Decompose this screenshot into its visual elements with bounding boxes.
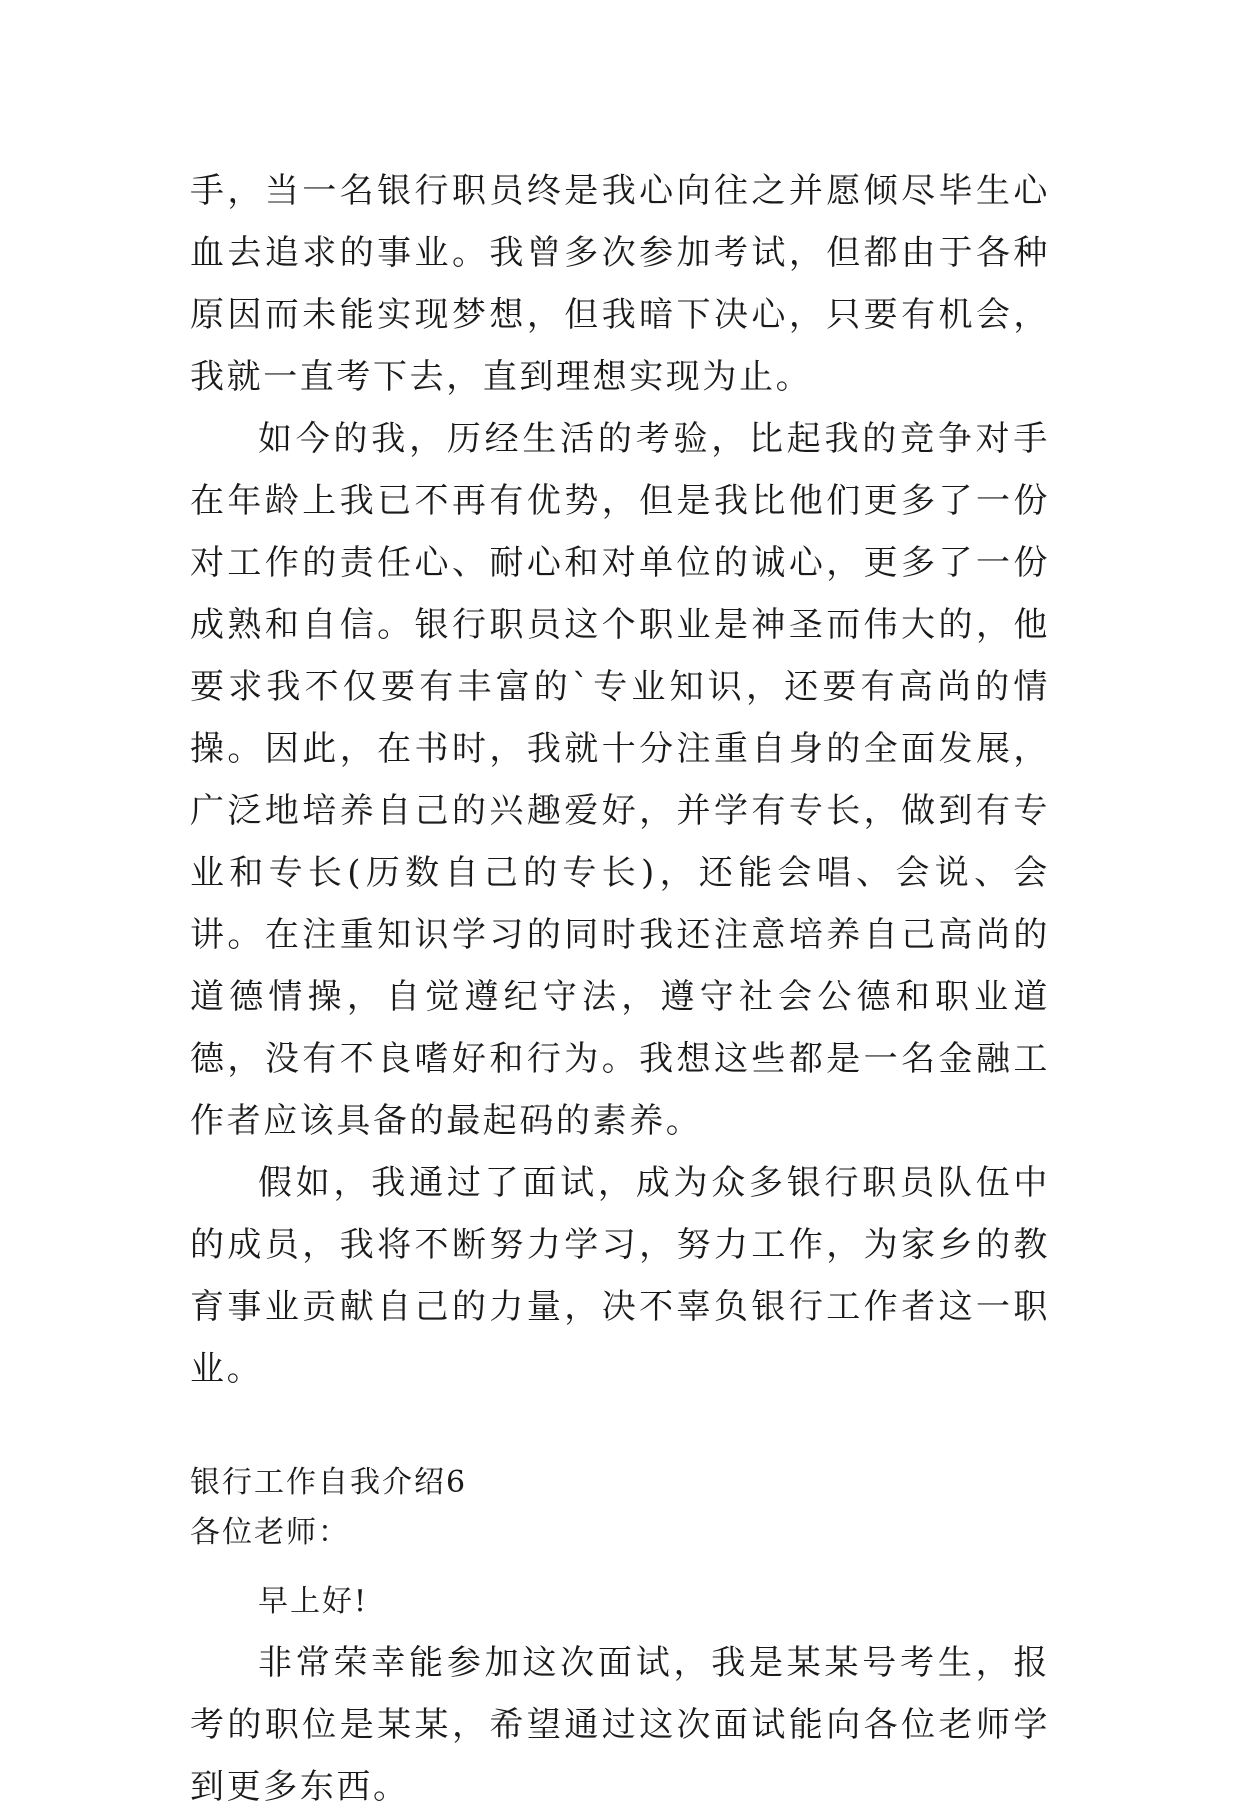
- paragraph-continuation: 手，当一名银行职员终是我心向往之并愿倾尽毕生心血去追求的事业。我曾多次参加考试，但都由于各种原因而未能实现梦想，但我暗下决心，只要有机会，我就一直考下去，直到理想实现为止。: [190, 171, 1050, 397]
- section-title: 银行工作自我介绍6: [190, 1465, 468, 1500]
- paragraph-experience: 如今的我，历经生活的考验，比起我的竞争对手在年龄上我已不再有优势，但是我比他们更多了一份对工作的责任心、耐心和对单位的诚心，更多了一份成熟和自信。银行职员这个职业是神圣而伟大的，他要求我不仅要有丰富的`专业知识，还要有高尚的情操。因此，在书时，我就十分注重自身的全面发展，广泛地培养自己的兴趣爱好，并学有专长，做到有专业和专长(历数自己的专长)，还能会唱、会说、会讲。在注重知识学习的同时我还注意培养自己高尚的道德情操，自觉遵纪守法，遵守社会公德和职业道德，没有不良嗜好和行为。我想这些都是一名金融工作者应该具备的最起码的素养。: [190, 419, 1050, 1141]
- document-page: [190, 160, 1050, 1818]
- section-spacer: [190, 1400, 1050, 1458]
- salutation: 各位老师：: [190, 1515, 350, 1550]
- paragraph-introduction: 非常荣幸能参加这次面试，我是某某号考生，报考的职位是某某，希望通过这次面试能向各位老师学到更多东西。: [190, 1643, 1050, 1807]
- paragraph-commitment: 假如，我通过了面试，成为众多银行职员队伍中的成员，我将不断努力学习，努力工作，为家乡的教育事业贡献自己的力量，决不辜负银行工作者这一职业。: [190, 1163, 1050, 1389]
- greeting: 早上好!: [258, 1584, 369, 1619]
